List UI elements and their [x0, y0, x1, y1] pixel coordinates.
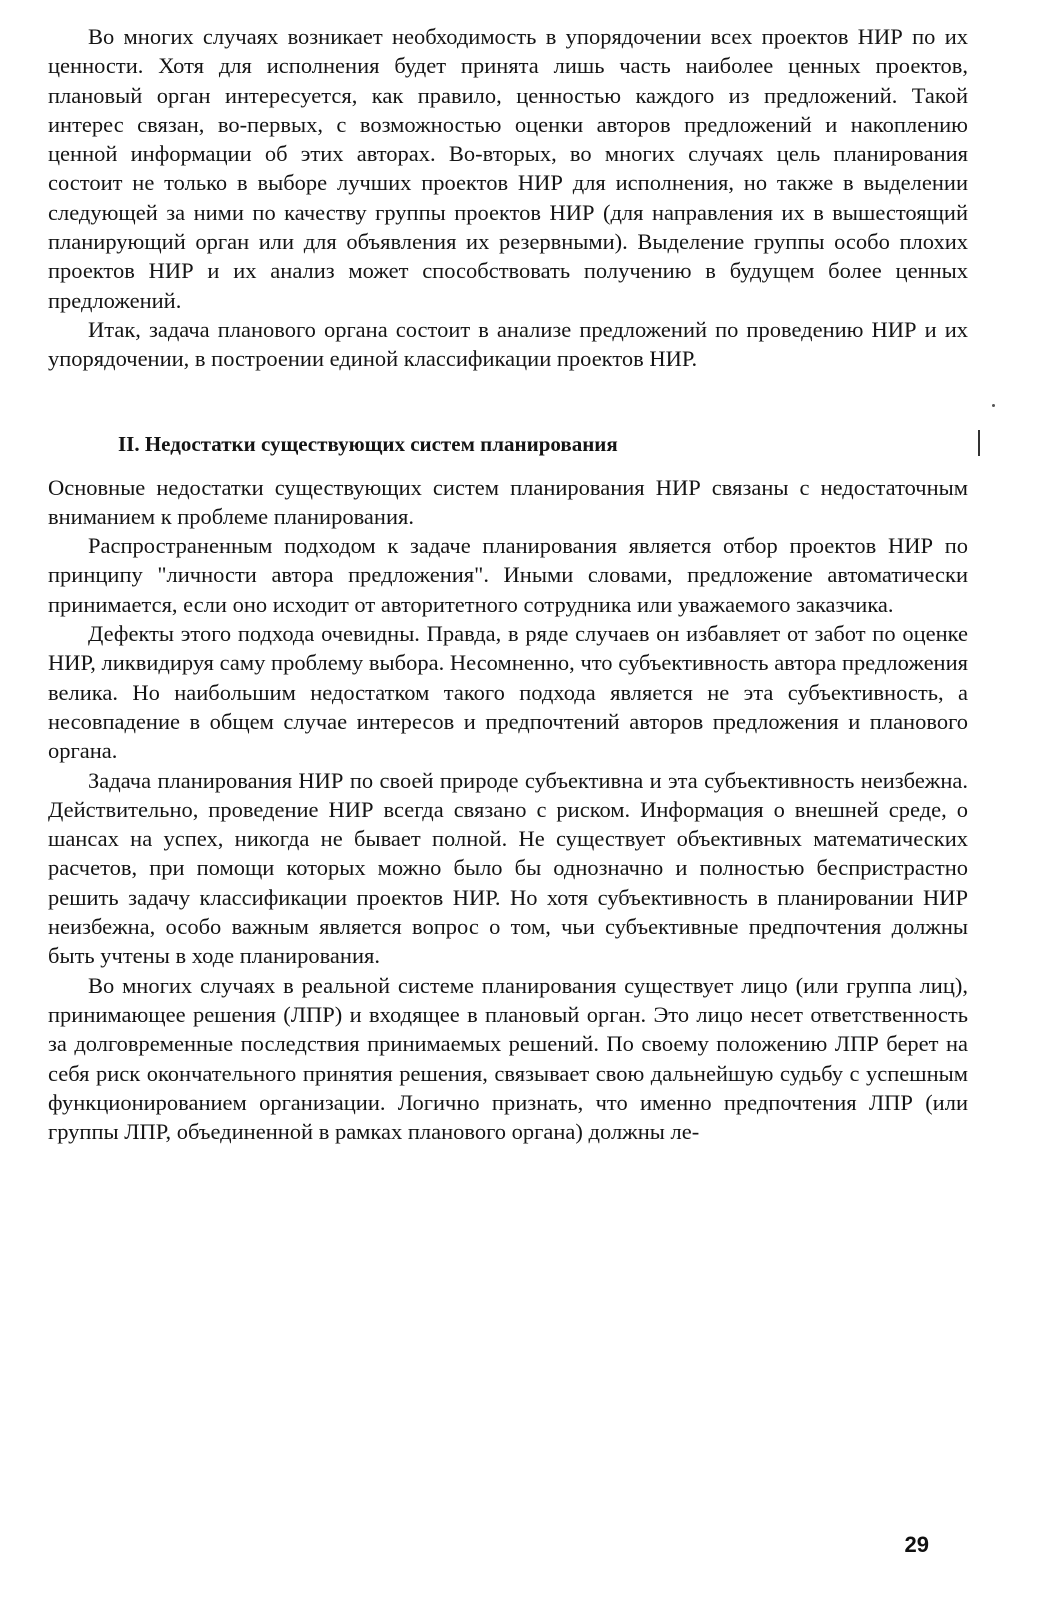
paragraph: Распространенным подходом к задаче планирования является отбор проектов НИР по принципу "личности автора предложения". Иными словами, предложение автоматически принимается, если оно исходит от авторитетного сотрудника или уважаемого заказчика. — [48, 533, 968, 617]
paragraph: Во многих случаях в реальной системе планирования существует лицо (или группа лиц), принимающее решения (ЛПР) и входящее в плановый орган. Это лицо несет ответственность за долговременные последствия принимаемых решений. По своему положению ЛПР берет на себя риск окончательного принятия решения, связывает свою дальнейшую судьбу с успешным функционированием организации. Логично признать, что именно предпочтения ЛПР (или группы ЛПР, объединенной в рамках планового органа) должны ле- — [48, 972, 968, 1145]
paragraph: Во многих случаях возникает необходимость в упорядочении всех проектов НИР по их ценности. Хотя для исполнения будет принята лишь часть наиболее ценных проектов, плановый орган интересуется, как правило, ценностью каждого из предложений. Такой интерес связан, во-первых, с возможностью оценки авторов предложений и накоплению ценной информации об этих авторах. Во-вторых, во многих случаях цель планирования состоит не только в выборе лучших проектов НИР для исполнения, но также в выделении следующей за ними по качеству группы проектов НИР (для направления их в вышестоящий планирующий орган или для объявления их резервными). Выделение группы особо плохих проектов НИР и их анализ может способствовать получению в будущем более ценных предложений. — [48, 24, 968, 313]
section-heading: II. Недостатки существующих систем планирования — [118, 431, 618, 456]
paragraph: Итак, задача планового органа состоит в анализе предложений по проведению НИР и их упорядочении, в построении единой классификации проектов НИР. — [48, 316, 968, 372]
section-intro — [48, 22, 968, 374]
paragraph: Дефекты этого подхода очевидны. Правда, в ряде случаев он избавляет от забот по оценке НИР, ликвидируя саму проблему выбора. Несомненно, что субъективность автора предложения велика. Но наибольшим недостатком такого подхода является не эта субъективность, а несовпадение в общем случае интересов и предпочтений авторов предложения и планового органа. — [48, 621, 968, 764]
page-body — [48, 22, 968, 1146]
paragraph: Задача планирования НИР по своей природе субъективна и эта субъективность неизбежна. Действительно, проведение НИР всегда связано с риском. Информация о внешней среде, о шансах на успех, никогда не бывает полной. Не существует объективных математических расчетов, при помощи которых можно было бы однозначно и полностью беспристрастно решить задачу классификации проектов НИР. Но хотя субъективность в планировании НИР неизбежна, особо важным является вопрос о том, чьи субъективные предпочтения должны быть учтены в ходе планирования. — [48, 767, 968, 969]
paragraph: Основные недостатки существующих систем планирования НИР связаны с недостаточным вниманием к проблеме планирования. — [48, 474, 968, 529]
margin-bracket-mark — [978, 430, 980, 456]
section-deficiencies — [48, 473, 968, 1147]
page-number: 29 — [904, 1532, 929, 1557]
margin-dot-mark — [992, 404, 995, 407]
